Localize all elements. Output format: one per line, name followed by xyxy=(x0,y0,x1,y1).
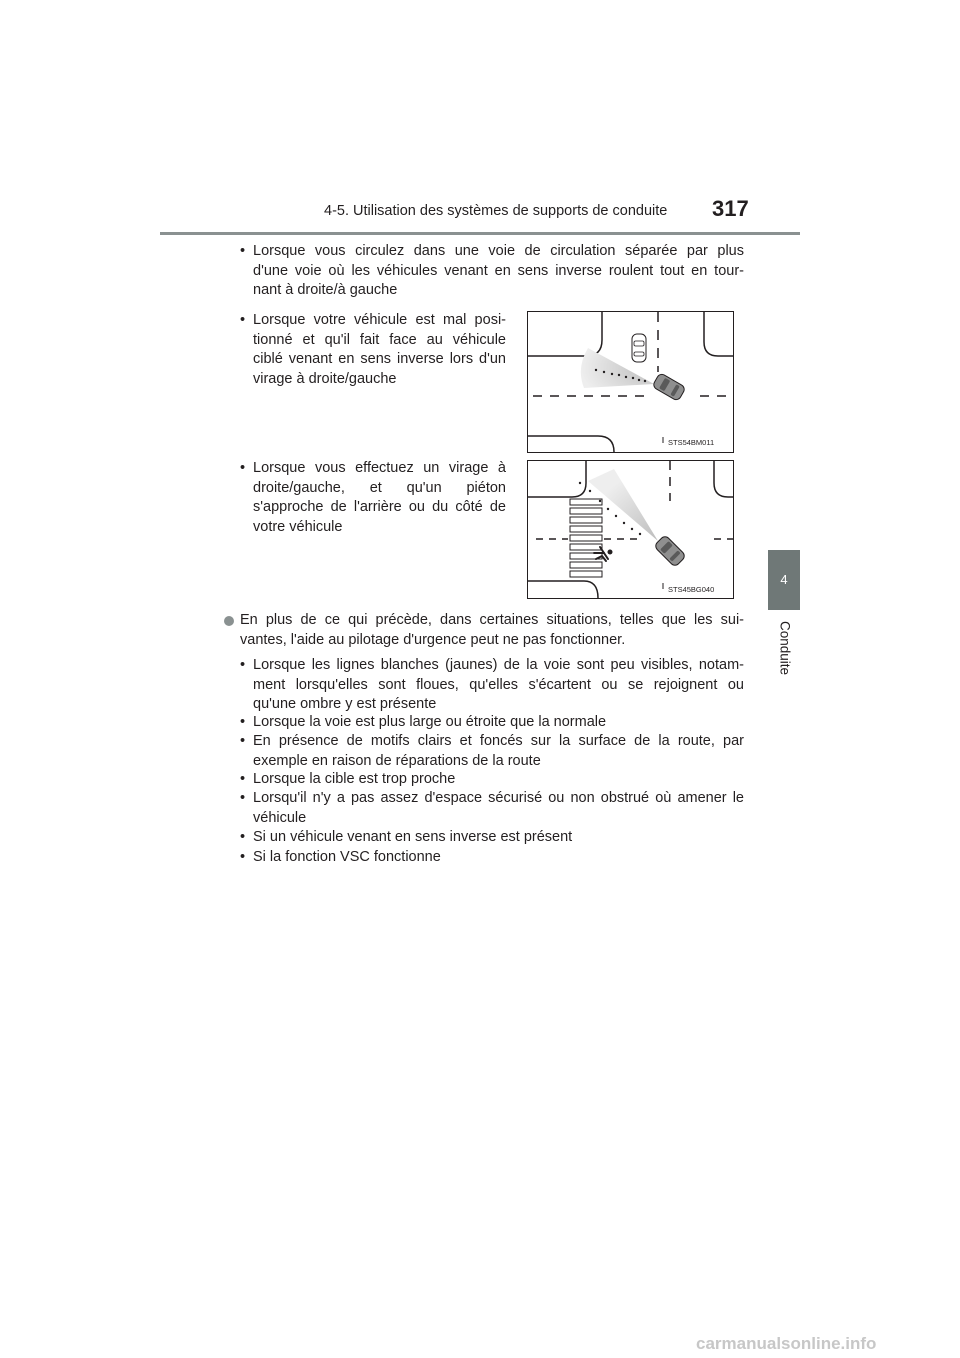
chapter-tab xyxy=(768,550,800,610)
figure-pedestrian-diagram xyxy=(527,460,734,599)
chapter-number: 4 xyxy=(780,572,788,587)
bullet-line: votre véhicule xyxy=(253,518,343,535)
bullet-line: Si la fonction VSC fonctionne xyxy=(253,849,441,865)
bullet-line: virage à droite/gauche xyxy=(253,370,397,387)
bullet-misaligned-vehicle xyxy=(240,311,506,389)
sub-bullet-oncoming-vehicle xyxy=(240,828,744,848)
bullet-line: s'approche de l'arrière ou du côté de xyxy=(253,499,506,515)
main-point-line: En plus de ce qui précède, dans certaines situations, telles que les sui- xyxy=(240,612,744,628)
bullet-mark: • xyxy=(240,460,246,476)
figure-code: STS54BM011 xyxy=(668,438,715,447)
main-point xyxy=(224,611,744,650)
bullet-mark: • xyxy=(240,714,246,730)
bullet-mark: • xyxy=(240,733,246,749)
sub-bullet-insufficient-space xyxy=(240,789,744,828)
bullet-line: ciblé venant en sens inverse lors d'un xyxy=(253,351,506,367)
bullet-line: ment lorsqu'elles sont floues, qu'elles s'écartent ou se rejoignent ou xyxy=(253,676,744,693)
bullet-line: exemple en raison de réparations de la route xyxy=(253,752,541,769)
chapter-label xyxy=(776,618,794,678)
bullet-line: Lorsque la voie est plus large ou étroite que la normale xyxy=(253,714,607,730)
header-divider xyxy=(160,232,800,235)
bullet-line: Lorsque la cible est trop proche xyxy=(253,771,456,787)
sub-bullet-vsc xyxy=(240,848,744,868)
sub-bullet-road-patterns xyxy=(240,732,744,771)
bullet-pedestrian-turn xyxy=(240,459,506,537)
bullet-line: droite/gauche, et qu'un piéton xyxy=(253,479,506,496)
bullet-line: qu'une ombre y est présente xyxy=(253,696,437,712)
figure-code: STS45BG040 xyxy=(668,585,715,594)
chapter-label-text: Conduite xyxy=(777,620,793,676)
bullet-line: Lorsque vous circulez dans une voie de circulation séparée par plus xyxy=(253,243,744,259)
bullet-line: Si un véhicule venant en sens inverse est présent xyxy=(253,829,573,845)
bullet-mark: • xyxy=(240,829,246,845)
bullet-line: d'une voie où les véhicules venant en sens inverse roulent tout en tour- xyxy=(253,262,744,279)
bullet-mark: • xyxy=(240,771,246,787)
bullet-line: tionné et qu'il fait face au véhicule xyxy=(253,331,506,348)
page-number: 317 xyxy=(712,196,749,221)
watermark: carmanualsonline.info xyxy=(696,1334,877,1353)
section-title: 4-5. Utilisation des systèmes de supports de conduite xyxy=(324,203,668,219)
pedestrian-turn-illustration xyxy=(528,461,733,598)
bullet-line: Lorsqu'il n'y a pas assez d'espace sécurisé ou non obstrué où amener le xyxy=(253,790,744,806)
bullet-oncoming-turning-lane xyxy=(240,242,744,301)
bullet-line: Lorsque les lignes blanches (jaunes) de la voie sont peu visibles, notam- xyxy=(253,657,744,673)
bullet-mark: • xyxy=(240,849,246,865)
bullet-mark: • xyxy=(240,790,246,806)
bullet-line: véhicule xyxy=(253,809,307,826)
bullet-mark: • xyxy=(240,657,246,673)
sub-bullet-lane-lines xyxy=(240,656,744,715)
bullet-line: nant à droite/à gauche xyxy=(253,282,398,298)
figure-oncoming-turn-diagram xyxy=(527,311,734,453)
bullet-mark: • xyxy=(240,243,246,259)
bullet-line: Lorsque vous effectuez un virage à xyxy=(253,460,506,476)
oncoming-turn-illustration xyxy=(528,312,733,452)
sub-bullet-lane-width xyxy=(240,713,744,733)
bullet-mark: • xyxy=(240,312,246,328)
sub-bullet-target-close xyxy=(240,770,744,790)
bullet-line: En présence de motifs clairs et foncés sur la surface de la route, par xyxy=(253,733,744,749)
bullet-line: Lorsque votre véhicule est mal posi- xyxy=(253,312,506,328)
point-dot-icon xyxy=(224,616,234,626)
main-point-line: vantes, l'aide au pilotage d'urgence peut ne pas fonctionner. xyxy=(240,631,626,648)
